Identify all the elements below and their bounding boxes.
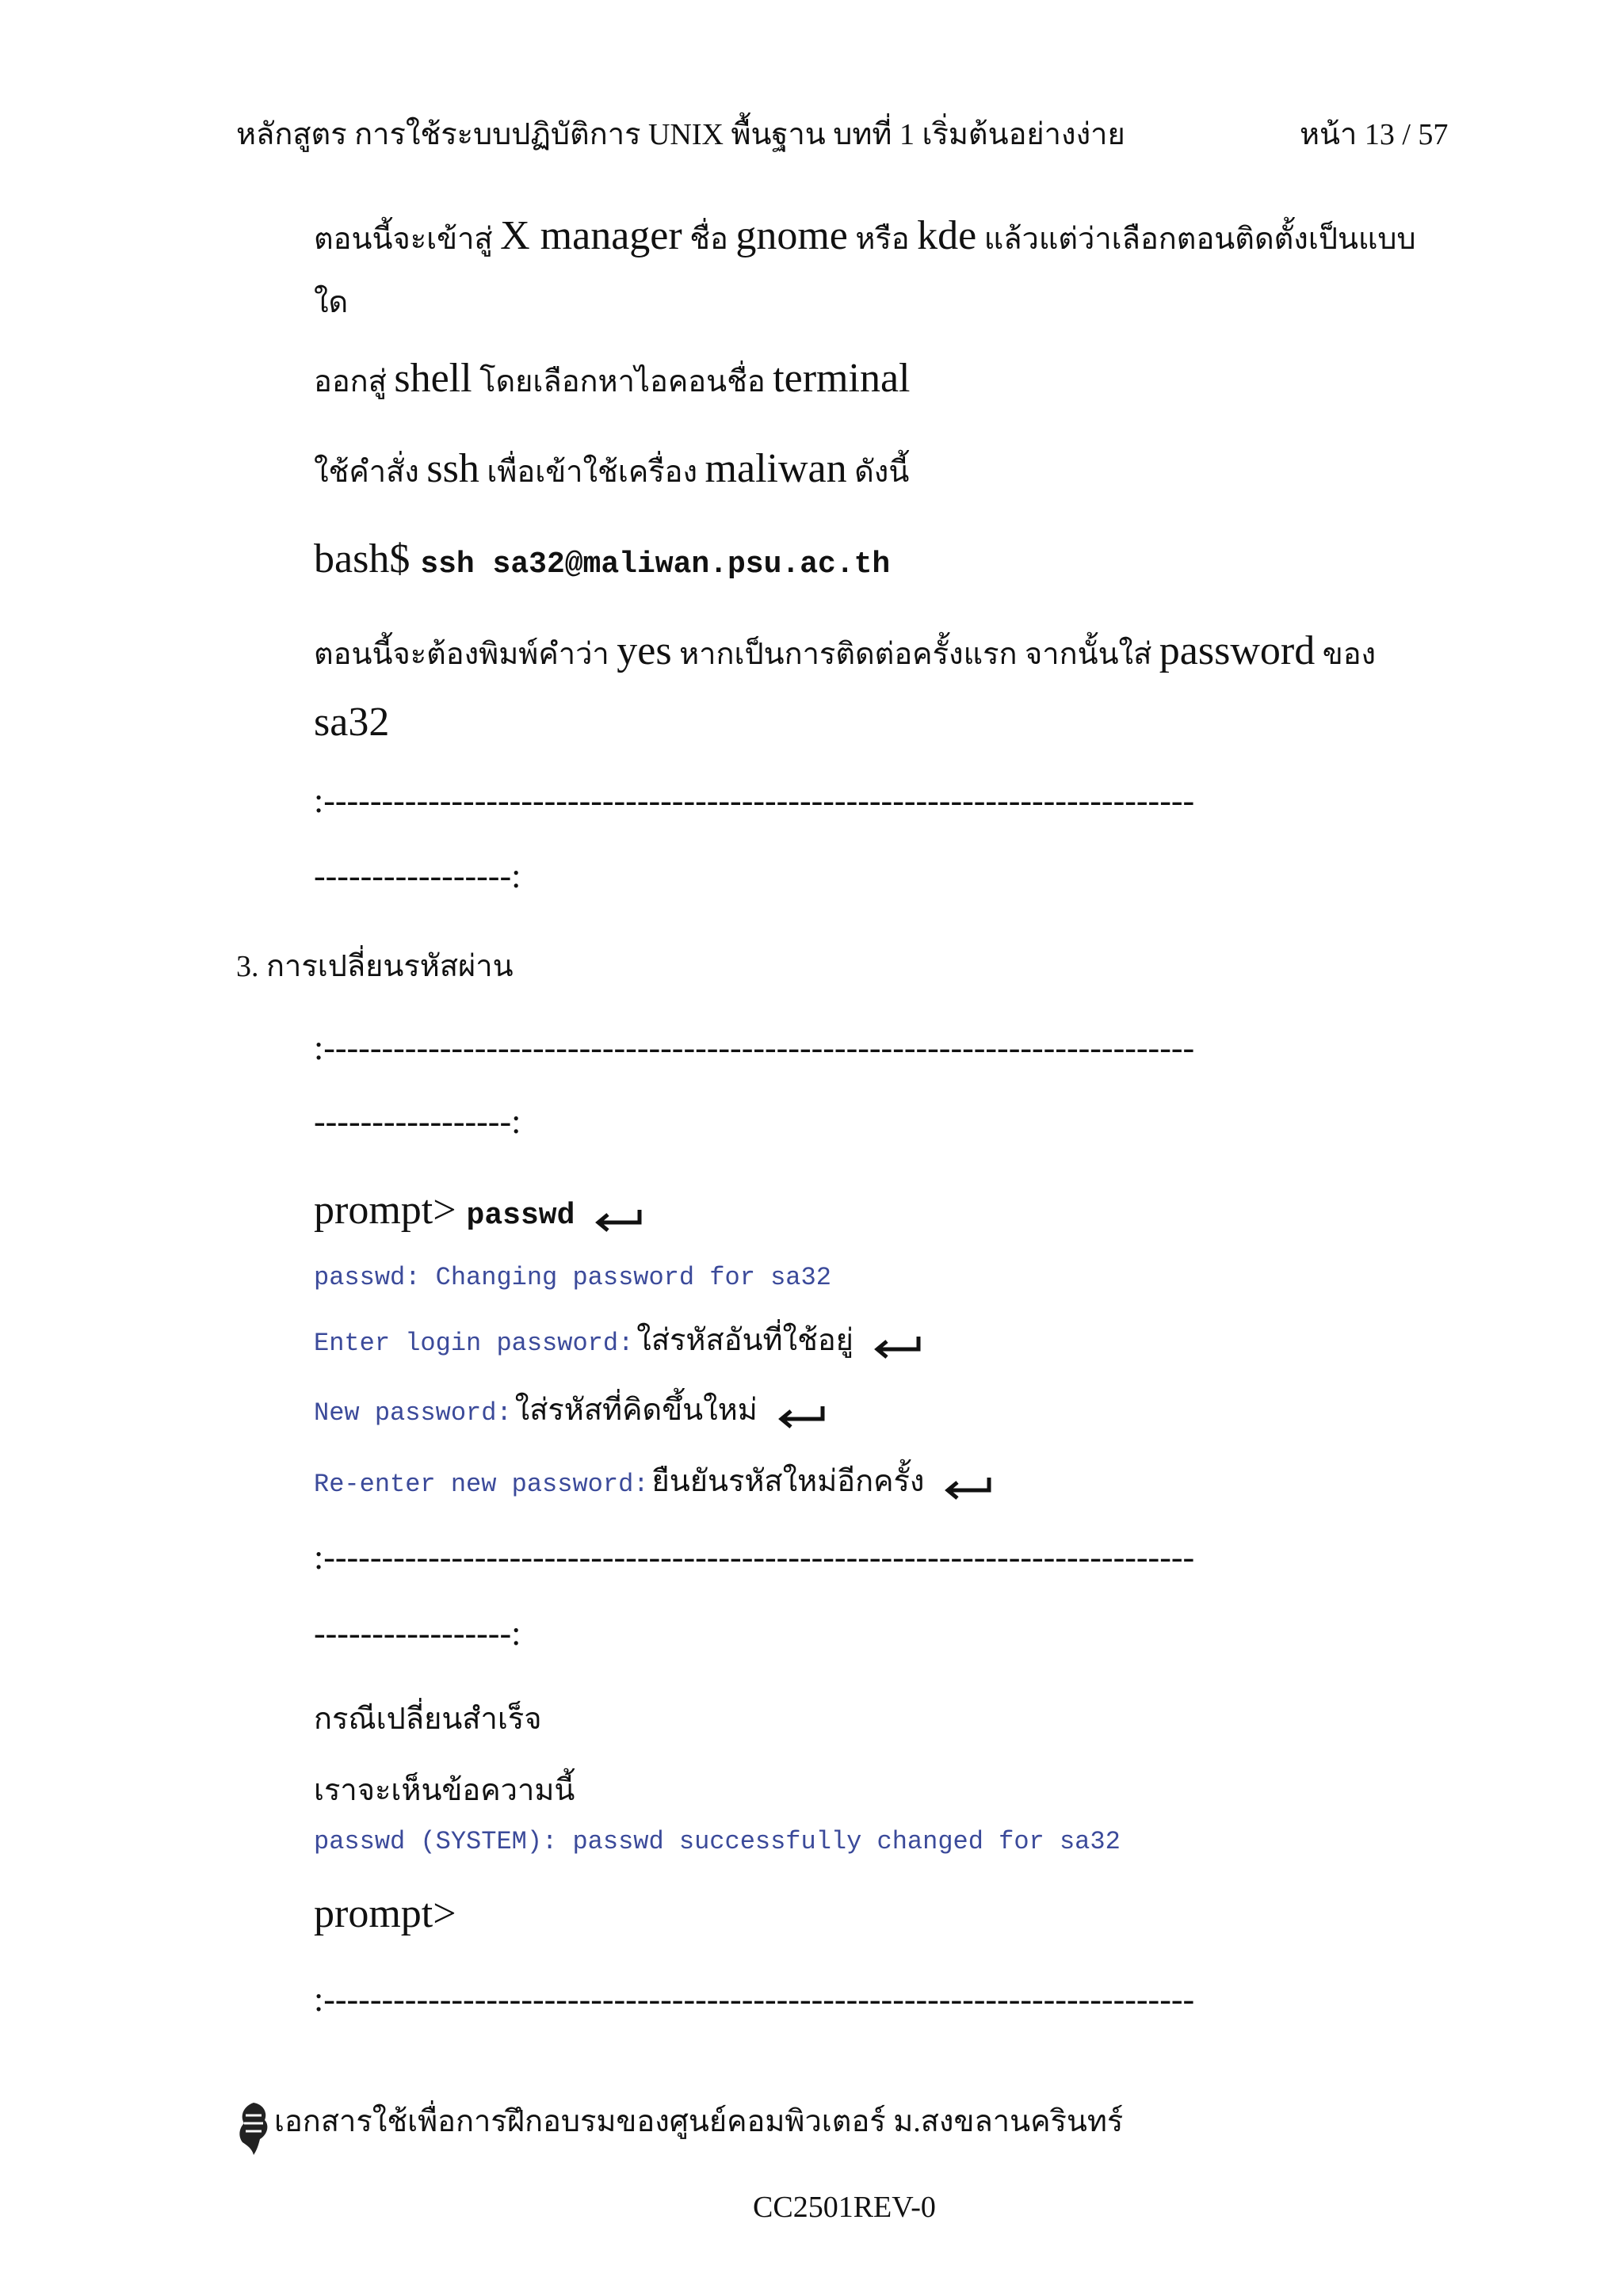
intro-line-4-cont: sa32	[314, 700, 390, 745]
bash-prompt: bash$	[314, 536, 421, 582]
input-note: ใส่รหัสอันที่ใช้อยู่	[636, 1324, 854, 1357]
text-span: ดังนี้	[846, 456, 910, 489]
intro-line-4	[314, 627, 1376, 677]
text-span: โดยเลือกหาไอคอนชื่อ	[472, 365, 773, 399]
separator-short: -----------------:	[314, 1102, 521, 1141]
input-note: ใส่รหัสที่คิดขึ้นใหม่	[514, 1394, 758, 1427]
input-note: ยืนยันรหัสใหม่อีกครั้ง	[651, 1465, 925, 1498]
section-heading: 3. การเปลี่ยนรหัสผ่าน	[236, 950, 514, 983]
text-span: password	[1159, 628, 1316, 673]
intro-line-1	[314, 212, 1416, 262]
text-span: X manager	[500, 213, 682, 258]
text-span: ออกสู่	[314, 365, 395, 399]
passwd-command-line	[314, 1187, 643, 1234]
logo-icon	[236, 2100, 271, 2157]
separator-long: :---------------------------------------------------------------------------	[314, 1980, 1195, 2019]
footer-org: เอกสารใช้เพื่อการฝึกอบรมของศูนย์คอมพิวเตอร์ ม.สงขลานครินทร์	[274, 2105, 1124, 2138]
passwd-command: passwd	[466, 1199, 575, 1233]
intro-line-1-cont: ใด	[314, 286, 349, 319]
text-span: หรือ	[847, 223, 918, 256]
text-span: gnome	[735, 213, 848, 258]
bash-command-line	[314, 536, 890, 582]
separator-short: -----------------:	[314, 1614, 521, 1653]
separator-long: :---------------------------------------------------------------------------	[314, 781, 1195, 820]
passwd-output-1: passwd: Changing password for sa32	[314, 1263, 831, 1292]
text-span: ชื่อ	[682, 223, 736, 256]
code-label: New password:	[314, 1398, 512, 1428]
final-prompt: prompt>	[314, 1891, 456, 1936]
passwd-output-3	[314, 1385, 826, 1433]
text-span: หากเป็นการติดต่อครั้งแรก จากนั้นใส่	[671, 638, 1159, 671]
text-span: yes	[617, 628, 672, 673]
success-case-label: กรณีเปลี่ยนสำเร็จ	[314, 1703, 542, 1736]
text-span: maliwan	[705, 446, 847, 491]
bash-command: ssh sa32@maliwan.psu.ac.th	[420, 547, 891, 582]
text-span: ตอนนี้จะเข้าสู่	[314, 223, 501, 256]
intro-line-3	[314, 445, 909, 495]
prompt-label: prompt>	[314, 1188, 467, 1233]
text-span: แล้วแต่ว่าเลือกตอนติดตั้งเป็นแบบ	[976, 223, 1416, 256]
text-span: terminal	[773, 356, 911, 401]
code-label: Enter login password:	[314, 1329, 634, 1358]
enter-key-icon	[778, 1403, 826, 1430]
code-label: Re-enter new password:	[314, 1470, 649, 1499]
intro-line-2	[314, 355, 910, 405]
footer-code: CC2501REV-0	[753, 2191, 936, 2224]
passwd-output-4	[314, 1456, 992, 1505]
success-output: passwd (SYSTEM): passwd successfully changed for sa32	[314, 1827, 1121, 1856]
enter-key-icon	[595, 1207, 643, 1234]
text-span: ssh	[426, 446, 479, 491]
text-span: เพื่อเข้าใช้เครื่อง	[479, 456, 705, 489]
text-span: ของ	[1315, 638, 1377, 671]
footer-org-line	[236, 2096, 1123, 2157]
enter-key-icon	[945, 1474, 992, 1501]
separator-long: :---------------------------------------------------------------------------	[314, 1538, 1195, 1577]
text-span: shell	[394, 356, 472, 401]
text-span: ตอนนี้จะต้องพิมพ์คำว่า	[314, 638, 617, 671]
passwd-output-2	[314, 1315, 922, 1363]
page-number: หน้า 13 / 57	[1300, 118, 1449, 151]
separator-long: :---------------------------------------------------------------------------	[314, 1028, 1195, 1067]
see-message-label: เราจะเห็นข้อความนี้	[314, 1774, 575, 1807]
separator-short: -----------------:	[314, 856, 521, 895]
text-span: kde	[917, 213, 977, 258]
header-title: หลักสูตร การใช้ระบบปฏิบัติการ UNIX พื้นฐาน บทที่ 1 เริ่มต้นอย่างง่าย	[236, 118, 1125, 151]
enter-key-icon	[874, 1333, 922, 1360]
text-span: ใช้คำสั่ง	[314, 456, 427, 489]
